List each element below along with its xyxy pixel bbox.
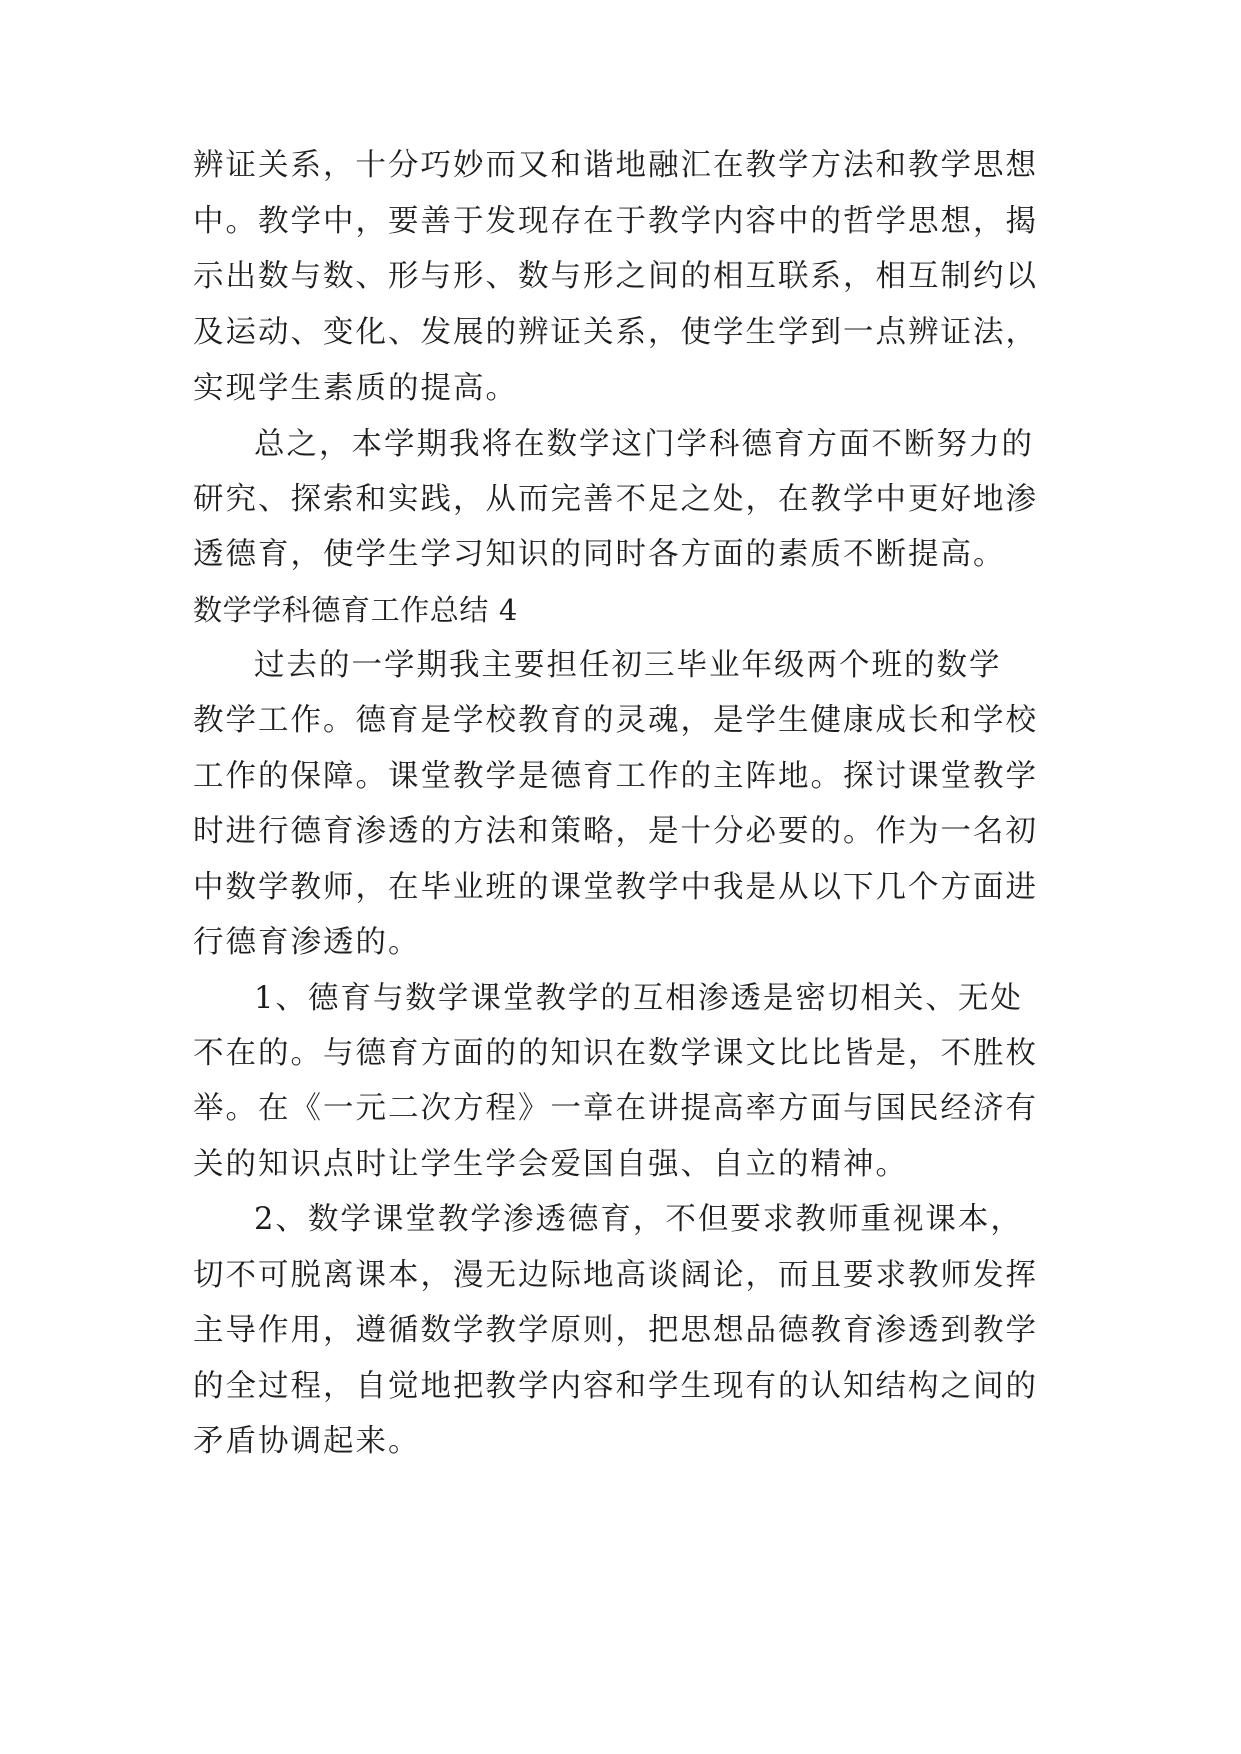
paragraph-point-2-line-5: 矛盾协调起来。: [193, 1424, 421, 1459]
text-line-2: 中。教学中，要善于发现存在于教学内容中的哲学思想，揭: [193, 204, 1038, 239]
paragraph-point-2-line-2: 切不可脱离课本，漫无边际地高谈阔论，而且要求教师发挥: [193, 1258, 1038, 1293]
paragraph-conclusion-line-3: 透德育，使学生学习知识的同时各方面的素质不断提高。: [193, 537, 1006, 572]
paragraph-conclusion-line-1: 总之，本学期我将在数学这门学科德育方面不断努力的: [254, 427, 1034, 462]
text-line-5: 实现学生素质的提高。: [193, 371, 518, 406]
paragraph-intro-line-5: 中数学教师，在毕业班的课堂教学中我是从以下几个方面进: [193, 870, 1038, 905]
section-title: 数学学科德育工作总结 4: [193, 593, 518, 627]
paragraph-point-1-line-2: 不在的。与德育方面的的知识在数学课文比比皆是，不胜枚: [193, 1036, 1038, 1071]
paragraph-point-1-line-4: 关的知识点时让学生学会爱国自强、自立的精神。: [193, 1147, 908, 1182]
paragraph-intro-line-4: 时进行德育渗透的方法和策略，是十分必要的。作为一名初: [193, 814, 1038, 849]
text-line-4: 及运动、变化、发展的辨证关系，使学生学到一点辨证法，: [193, 315, 1038, 350]
paragraph-point-2-line-1: 2、数学课堂教学渗透德育，不但要求教师重视课本，: [254, 1202, 1023, 1237]
paragraph-conclusion-line-2: 研究、探索和实践，从而完善不足之处，在教学中更好地渗: [193, 482, 1038, 517]
paragraph-intro-line-3: 工作的保障。课堂教学是德育工作的主阵地。探讨课堂教学: [193, 759, 1038, 794]
paragraph-intro-line-2: 教学工作。德育是学校教育的灵魂，是学生健康成长和学校: [193, 703, 1038, 738]
paragraph-point-2-line-4: 的全过程，自觉地把教学内容和学生现有的认知结构之间的: [193, 1369, 1038, 1404]
paragraph-point-1-line-1: 1、德育与数学课堂教学的互相渗透是密切相关、无处: [254, 981, 1023, 1016]
text-line-1: 辨证关系，十分巧妙而又和谐地融汇在教学方法和教学思想: [193, 148, 1038, 183]
paragraph-intro-line-6: 行德育渗透的。: [193, 925, 421, 960]
paragraph-point-2-line-3: 主导作用，遵循数学教学原则，把思想品德教育渗透到教学: [193, 1313, 1038, 1348]
text-line-3: 示出数与数、形与形、数与形之间的相互联系，相互制约以: [193, 259, 1038, 294]
paragraph-intro-line-1: 过去的一学期我主要担任初三毕业年级两个班的数学: [254, 648, 1002, 683]
paragraph-point-1-line-3: 举。在《一元二次方程》一章在讲提高率方面与国民经济有: [193, 1091, 1038, 1126]
